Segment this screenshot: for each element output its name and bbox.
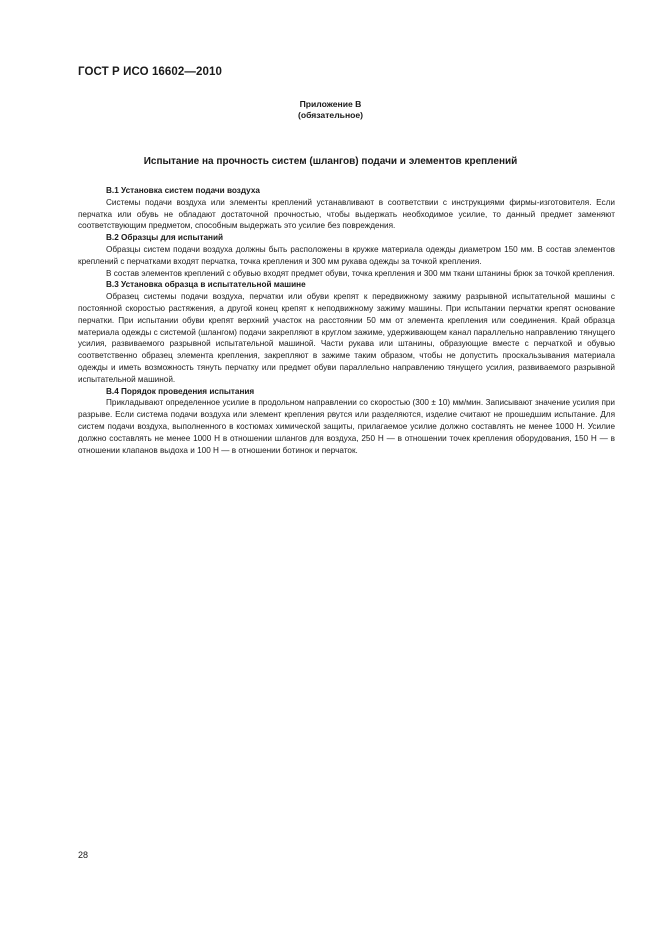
annex-heading	[0, 99, 661, 121]
section-heading-b4: В.4 Порядок проведения испытания	[106, 386, 255, 396]
paragraph-b1-1: Системы подачи воздуха или элементы креплений устанавливают в соответствии с инструкциями фирмы-изготовителя. Если перчатка или обувь не обладают достаточной прочностью, чтобы выдержать необходимое усилие, то данный предмет заменяют соответствующим предметом, способным выдержать это усилие без повреждения.	[78, 197, 615, 231]
annex-title: Испытание на прочность систем (шлангов) подачи и элементов креплений	[143, 156, 518, 167]
paragraph-b3-1: Образец системы подачи воздуха, перчатки или обуви крепят к передвижному зажиму разрывной испытательной машины с постоянной скоростью растяжения, а другой конец крепят к неподвижному зажиму машины. При испытании перчатки крепят основание перчатки. При испытании обуви крепят верхний участок на расстоянии 50 мм от элемента крепления или соединения. Край образца материала одежды с системой (шлангом) подачи закрепляют в круглом зажиме, удерживающем канал параллельно направлению тянущего усилия, развиваемого разрывной испытательной машиной. Части рукава или штанины, образующие вместе с перчаткой и обувью соответственно образец элемента крепления, закрепляют в зажиме таким образом, чтобы не допустить проскальзывания материала одежды и иметь возможность тянуть перчатку или предмет обуви параллельно направлению тянущего усилия, развиваемого разрывной испытательной машиной.	[78, 292, 615, 384]
section-heading-b3: В.3 Установка образца в испытательной машине	[106, 280, 306, 290]
document-header: ГОСТ Р ИСО 16602—2010	[78, 66, 223, 78]
page-number: 28	[78, 850, 89, 860]
paragraph-b2-2: В состав элементов креплений с обувью входят предмет обуви, точка крепления и 300 мм ткани штанины брюк за точкой крепления.	[106, 268, 615, 278]
section-heading-b2: В.2 Образцы для испытаний	[106, 233, 224, 243]
annex-label: Приложение В	[299, 99, 362, 109]
annex-body	[78, 185, 615, 456]
annex-status: (обязательное)	[297, 110, 364, 120]
paragraph-b4-1: Прикладывают определенное усилие в продольном направлении со скоростью (300 ± 10) мм/мин. Записывают значение усилия при разрыве. Если система подачи воздуха или элемент крепления рвутся или разделяются, изделие считают не прошедшим испытание. Для систем подачи воздуха, выполненного в костюмах химической защиты, прилагаемое усилие должно составлять не менее 1000 Н. Усилие должно составлять не менее 1000 Н в отношении шлангов для воздуха, 250 Н — в отношении точек крепления оборудования, 150 Н — в отношении клапанов выдоха и 100 Н — в отношении ботинок и перчаток.	[78, 398, 615, 455]
paragraph-b2-1: Образцы систем подачи воздуха должны быть расположены в кружке материала одежды диаметром 150 мм. В состав элементов креплений с перчатками входят перчатка, точка крепления и 300 мм рукава одежды за точкой крепления.	[78, 244, 615, 266]
section-heading-b1: В.1 Установка систем подачи воздуха	[106, 186, 260, 195]
